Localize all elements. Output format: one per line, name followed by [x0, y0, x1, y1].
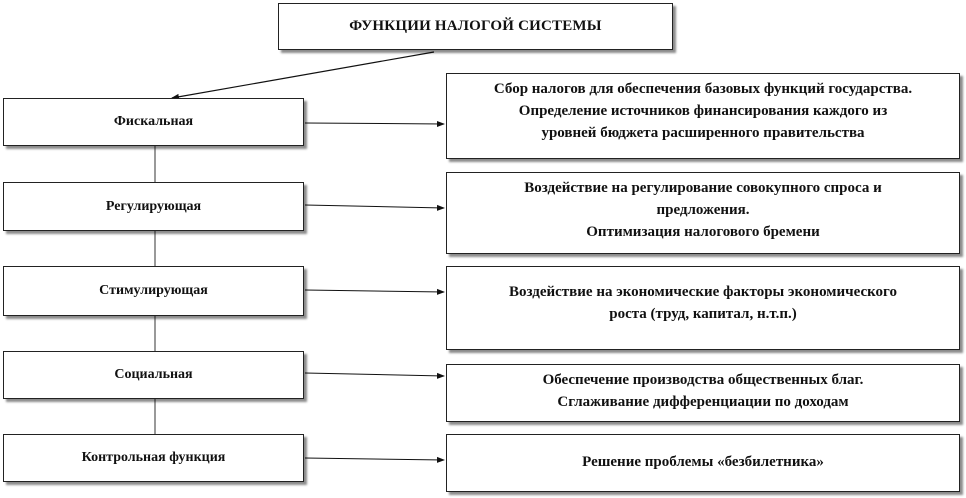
description-box-social	[446, 364, 960, 422]
function-box-social	[3, 351, 304, 399]
function-arrow	[305, 290, 444, 292]
description-line: уровней бюджета расширенного правительства	[541, 125, 865, 141]
title-arrow	[172, 52, 434, 98]
function-label: Контрольная функция	[81, 450, 226, 465]
function-box-stimulating	[3, 266, 304, 316]
diagram-title-text: ФУНКЦИИ НАЛОГОЙ СИСТЕМЫ	[349, 18, 602, 34]
description-box-fiscal	[446, 73, 960, 159]
description-line: Решение проблемы «безбилетника»	[582, 454, 824, 470]
function-label: Фискальная	[113, 114, 194, 129]
description-line: предложения.	[656, 202, 750, 218]
description-line: Сглаживание дифференциации по доходам	[557, 394, 849, 410]
description-box-regulating	[446, 172, 960, 254]
description-line: Обеспечение производства общественных благ.	[542, 372, 864, 388]
diagram-title	[278, 3, 673, 50]
description-line: Воздействие на экономические факторы экономического	[509, 284, 897, 300]
description-line: Сбор налогов для обеспечения базовых функций государства.	[493, 81, 913, 97]
description-line: Воздействие на регулирование совокупного спроса и	[524, 180, 882, 196]
function-label: Стимулирующая	[99, 283, 208, 298]
function-arrow	[305, 458, 444, 460]
function-box-control	[3, 434, 304, 482]
description-box-control	[446, 434, 960, 492]
function-arrow	[305, 373, 444, 376]
description-line: Оптимизация налогового бремени	[586, 224, 820, 240]
function-arrow	[305, 123, 444, 124]
function-label: Социальная	[114, 367, 193, 382]
function-box-fiscal	[3, 98, 304, 146]
function-label: Регулирующая	[105, 198, 202, 214]
description-line: Определение источников финансирования каждого из	[518, 103, 888, 119]
description-box-stimulating	[446, 266, 960, 350]
description-line: роста (труд, капитал, н.т.п.)	[609, 306, 797, 322]
function-box-regulating	[3, 182, 304, 231]
function-arrow	[305, 205, 444, 208]
